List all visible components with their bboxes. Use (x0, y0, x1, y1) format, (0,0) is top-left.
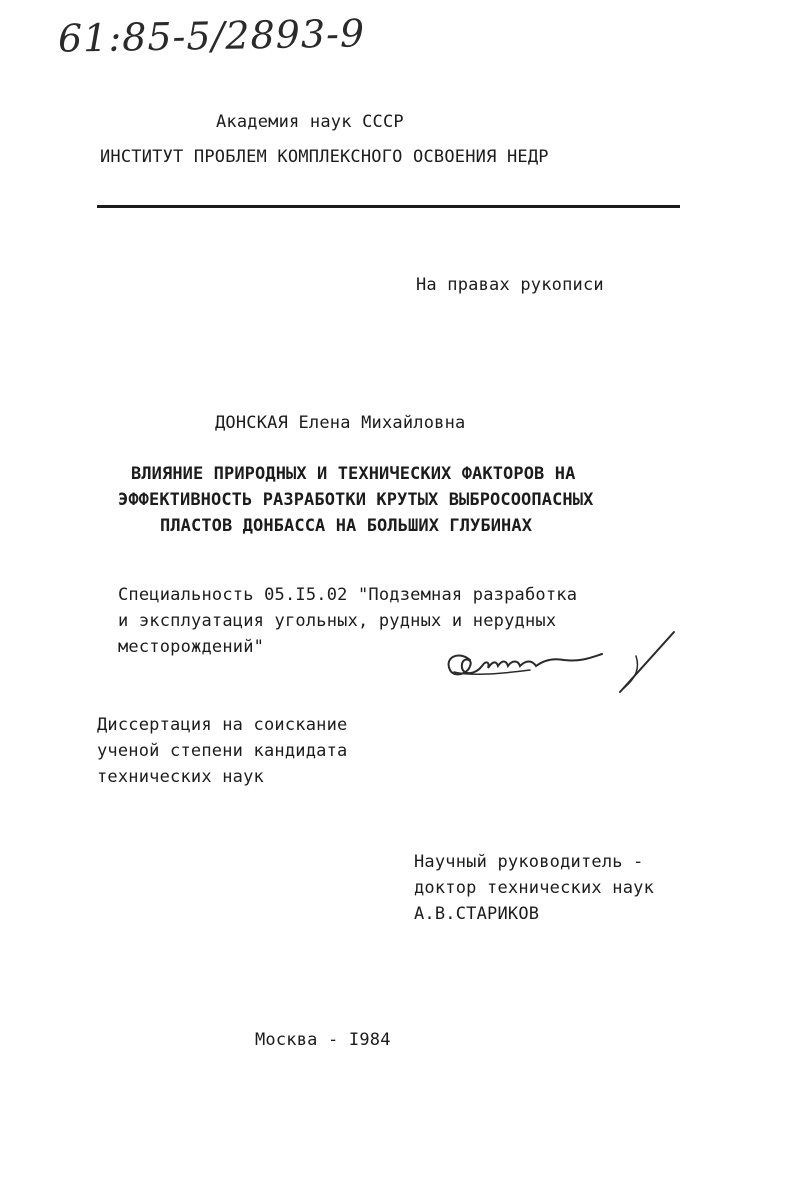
author-signature (440, 628, 680, 698)
specialty-line-3: месторождений" (118, 637, 265, 657)
dissertation-title-line-1: ВЛИЯНИЕ ПРИРОДНЫХ И ТЕХНИЧЕСКИХ ФАКТОРОВ НА (131, 464, 576, 484)
institute-name: ИНСТИТУТ ПРОБЛЕМ КОМПЛЕКСНОГО ОСВОЕНИЯ НЕДР (100, 147, 549, 167)
archive-code-handwritten: 61:85-5/2893-9 (57, 11, 366, 61)
specialty-line-1: Специальность 05.I5.02 "Подземная разработка (118, 585, 578, 605)
academy-name: Академия наук СССР (216, 112, 404, 132)
dissertation-note-line-2: ученой степени кандидата (97, 741, 348, 761)
supervisor-line-1: Научный руководитель - (414, 852, 644, 872)
header-divider (97, 205, 680, 208)
rights-note: На правах рукописи (416, 275, 604, 295)
dissertation-note-line-3: технических наук (97, 767, 264, 787)
supervisor-line-2: доктор технических наук (414, 878, 655, 898)
specialty-line-2: и эксплуатация угольных, рудных и нерудных (118, 611, 557, 631)
dissertation-title-line-3: ПЛАСТОВ ДОНБАССА НА БОЛЬШИХ ГЛУБИНАХ (160, 516, 533, 536)
dissertation-note-line-1: Диссертация на соискание (97, 715, 348, 735)
dissertation-title-line-2: ЭФФЕКТИВНОСТЬ РАЗРАБОТКИ КРУТЫХ ВЫБРОСООПАСНЫХ (118, 490, 594, 510)
supervisor-line-3: А.В.СТАРИКОВ (414, 904, 540, 924)
city-year: Москва - I984 (255, 1030, 391, 1050)
author-name: ДОНСКАЯ Елена Михайловна (215, 413, 466, 433)
